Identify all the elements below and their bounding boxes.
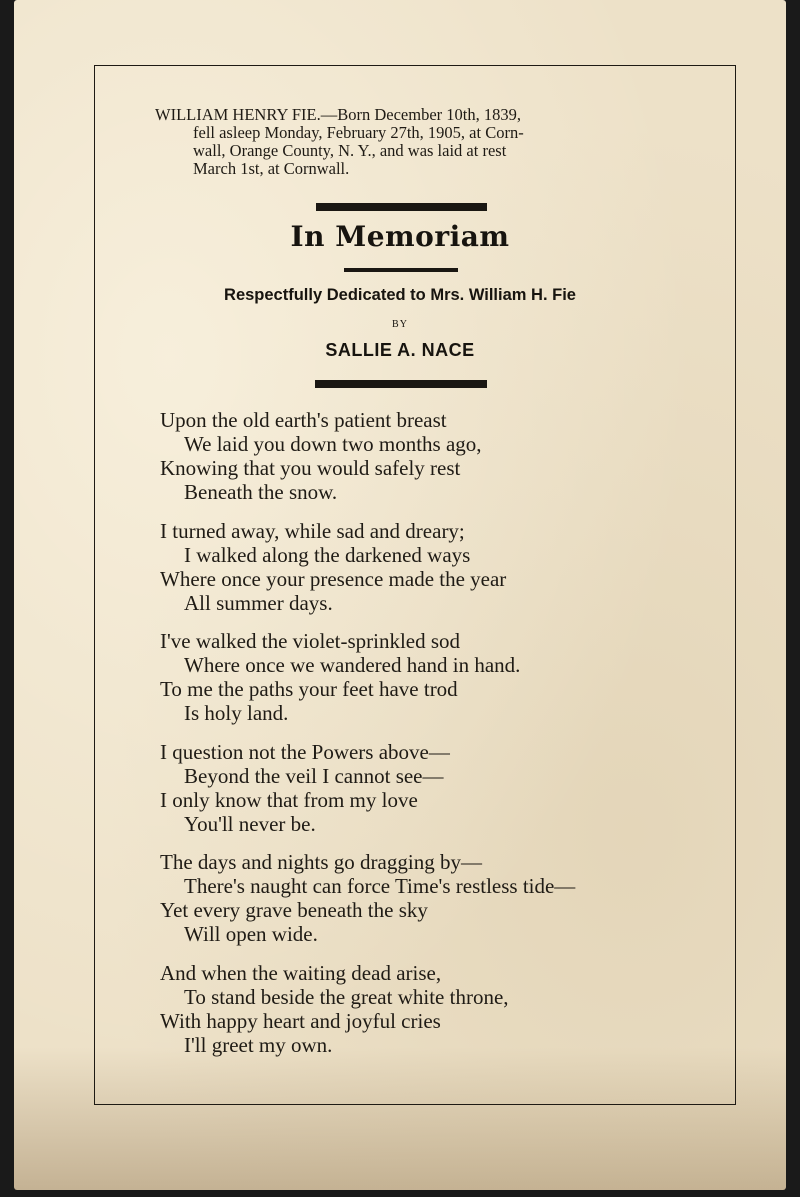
poem-line: I'll greet my own. <box>184 1032 333 1057</box>
poem-line: Where once we wandered hand in hand. <box>184 653 521 677</box>
poem-line: The days and nights go dragging by— <box>160 850 482 874</box>
poem-line: And when the waiting dead arise, <box>160 960 442 985</box>
poem-line: I've walked the violet-sprinkled sod <box>160 629 461 653</box>
poem-line: Will open wide. <box>184 922 318 946</box>
poem-line: There's naught can force Time's restless tide— <box>184 874 576 898</box>
poem-stanza <box>160 850 700 946</box>
poem-line: Where once your presence made the year <box>160 566 507 591</box>
page-title: In Memoriam <box>290 220 510 253</box>
poem-line: I only know that from my love <box>160 787 418 812</box>
poem-line: You'll never be. <box>184 811 316 836</box>
obituary-notice <box>155 106 655 178</box>
divider-rule-bottom <box>315 380 487 388</box>
poem-line: To me the paths your feet have trod <box>160 677 458 701</box>
poem-stanza <box>160 740 700 836</box>
poem-line: Knowing that you would safely rest <box>160 456 461 480</box>
poem-line: I walked along the darkened ways <box>184 542 471 567</box>
poem-line: Beyond the veil I cannot see— <box>184 763 444 788</box>
obituary-line: WILLIAM HENRY FIE.—Born December 10th, 1839, <box>155 105 521 124</box>
poem-line: All summer days. <box>184 590 333 615</box>
poem-stanza <box>160 519 700 615</box>
poem-stanza <box>160 408 700 504</box>
poem-line: Yet every grave beneath the sky <box>160 898 428 922</box>
poem-line: I turned away, while sad and dreary; <box>160 518 465 543</box>
poem-line: Upon the old earth's patient breast <box>160 408 447 432</box>
author-name: SALLIE A. NACE <box>325 340 475 360</box>
divider-rule-middle <box>344 268 458 272</box>
obituary-line: fell asleep Monday, February 27th, 1905, at Corn- <box>193 123 524 142</box>
poem-line: We laid you down two months ago, <box>184 432 482 456</box>
by-label: BY <box>392 319 408 330</box>
poem-stanza <box>160 629 700 725</box>
poem-line: I question not the Powers above— <box>160 739 450 764</box>
poem-stanza <box>160 961 700 1057</box>
obituary-line: wall, Orange County, N. Y., and was laid at rest <box>193 141 507 160</box>
poem <box>160 408 700 1071</box>
obituary-line: March 1st, at Cornwall. <box>193 159 350 178</box>
poem-line: With happy heart and joyful cries <box>160 1008 441 1033</box>
poem-line: Beneath the snow. <box>184 480 338 504</box>
poem-line: To stand beside the great white throne, <box>184 984 509 1009</box>
dedication-line: Respectfully Dedicated to Mrs. William H. Fie <box>224 286 576 304</box>
divider-rule-top <box>316 203 487 211</box>
poem-line: Is holy land. <box>184 701 289 725</box>
